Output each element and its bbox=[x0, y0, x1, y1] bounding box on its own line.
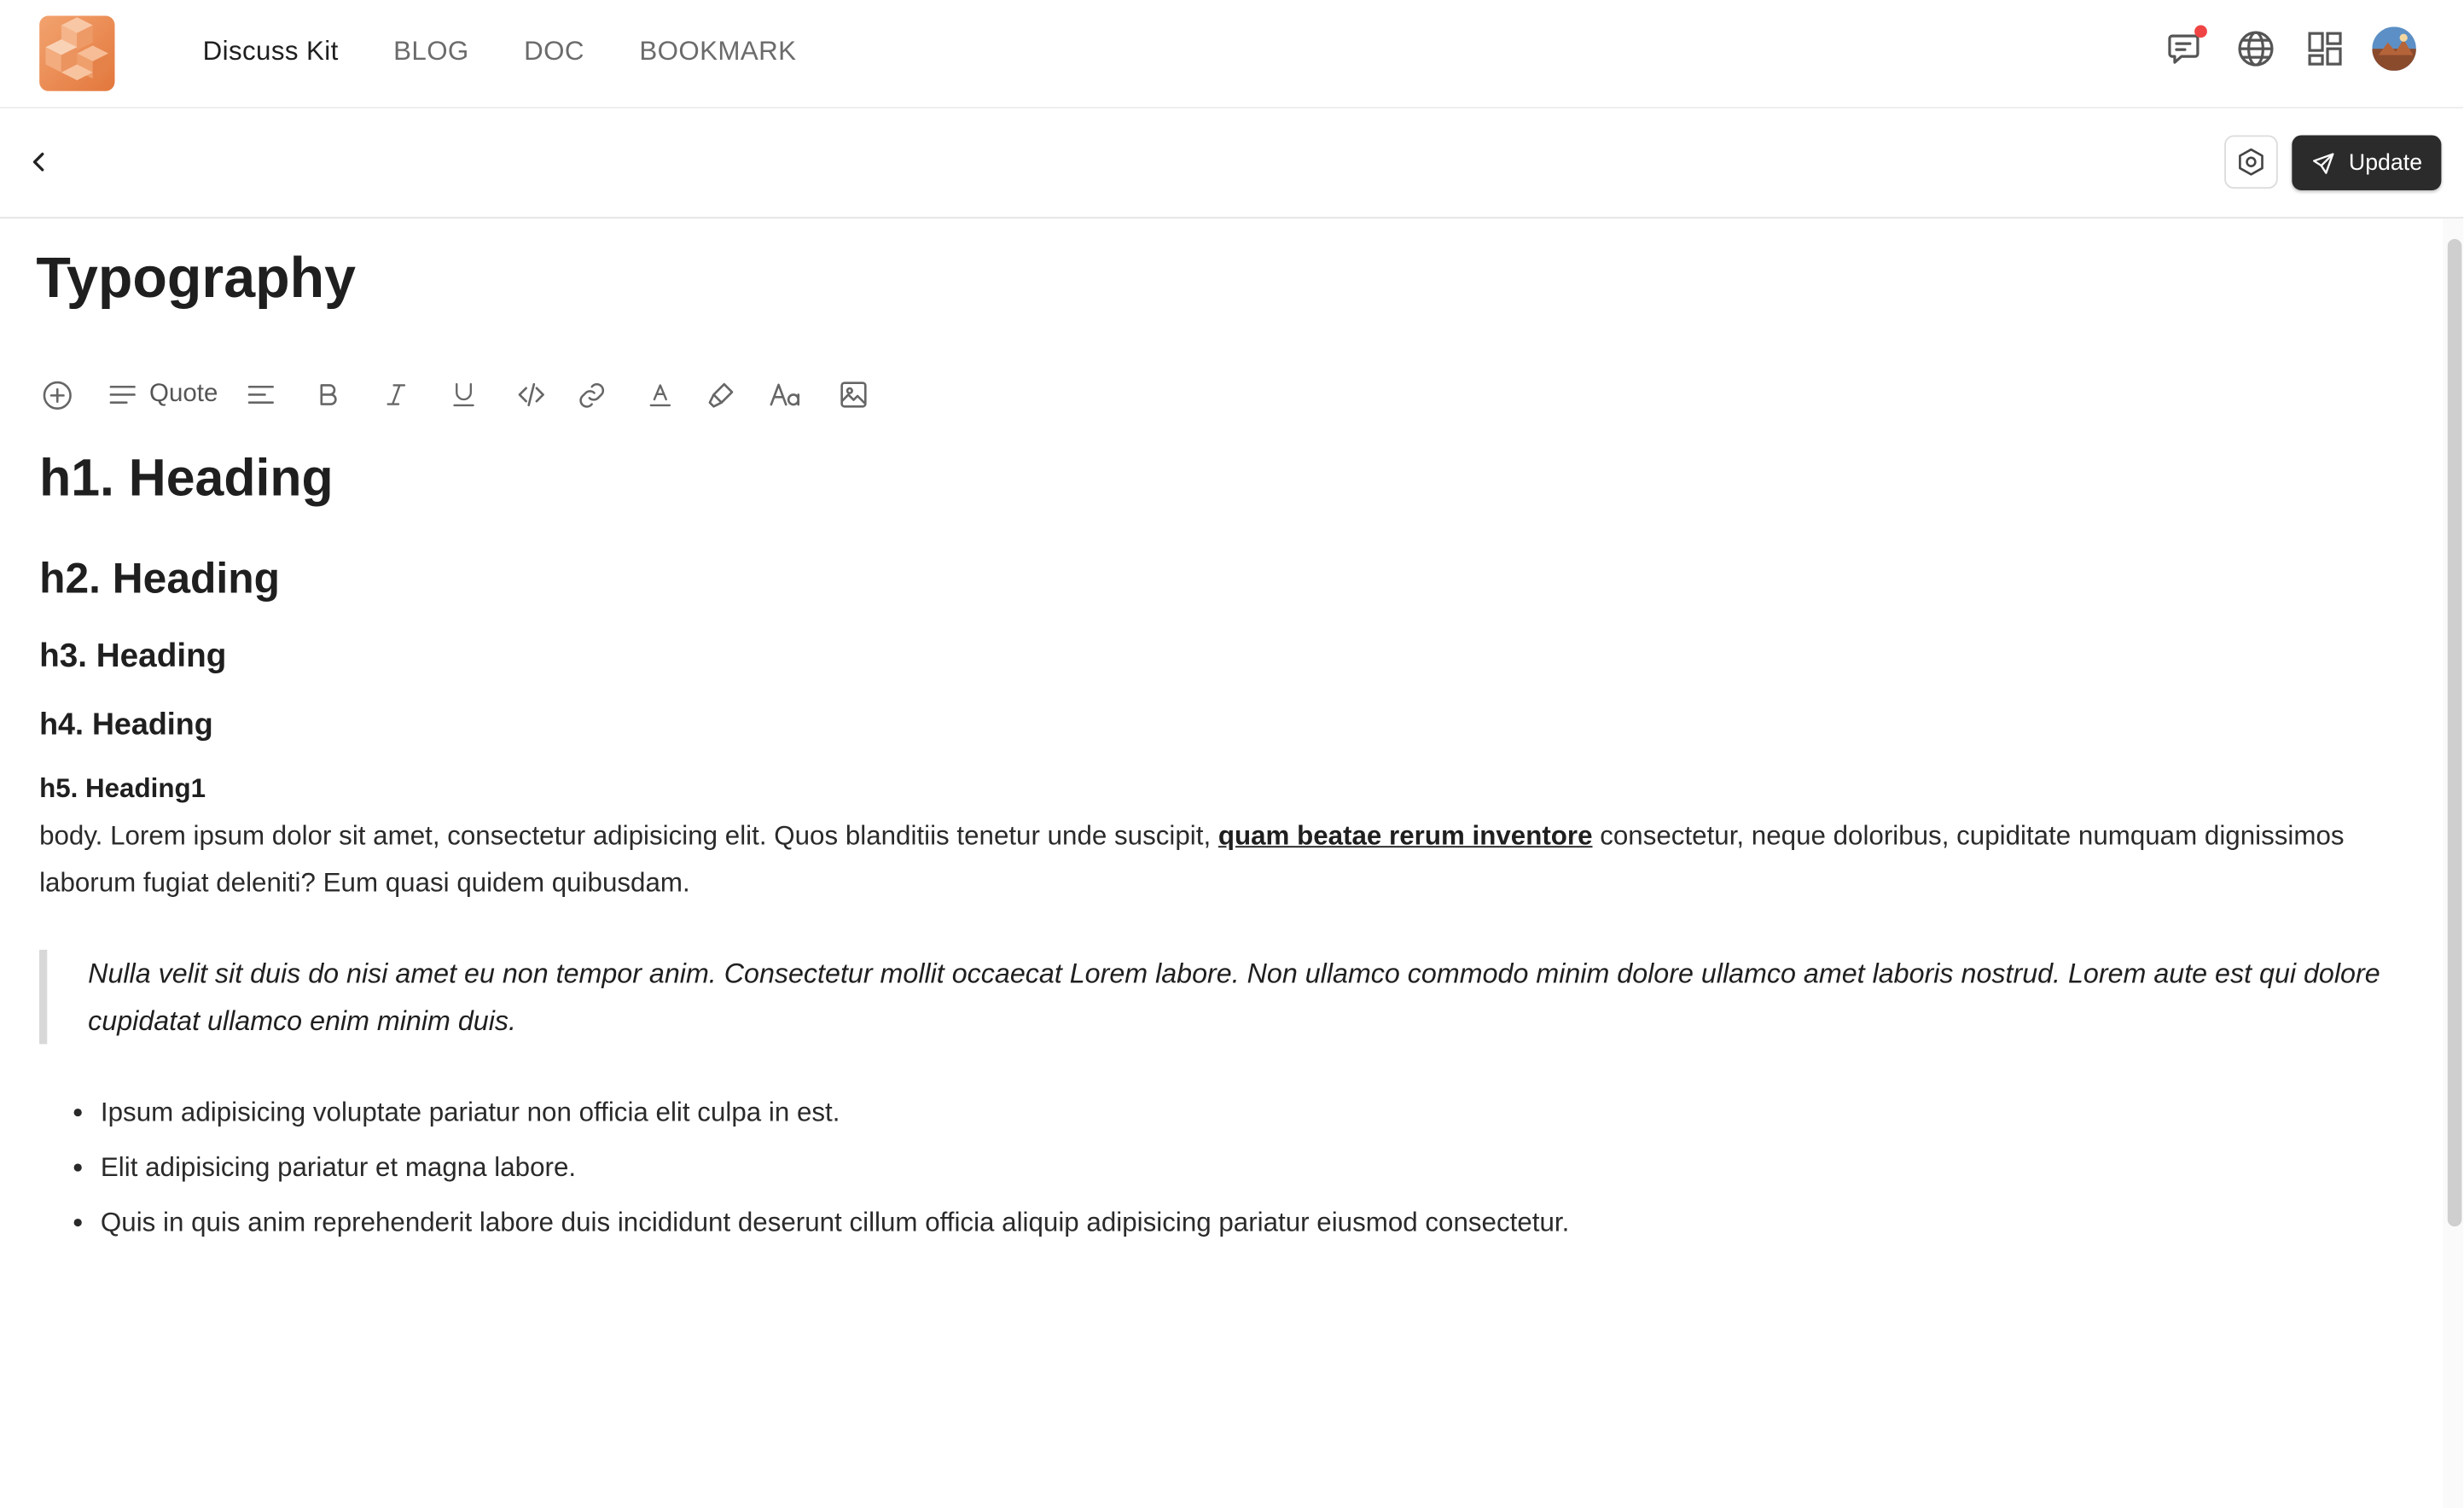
list-item[interactable]: • Elit adipisicing pariatur et magna labore. bbox=[101, 1140, 1569, 1195]
code-icon[interactable] bbox=[514, 377, 549, 412]
nav-bookmark[interactable]: BOOKMARK bbox=[639, 36, 797, 67]
body-text-start: body. Lorem ipsum dolor sit amet, consectetur adipisicing elit. Quos blanditiis tenetur unde suscipit, bbox=[39, 820, 1218, 851]
body-paragraph[interactable] bbox=[39, 813, 2413, 908]
page-title[interactable]: Typography bbox=[36, 245, 357, 310]
nav-blog[interactable]: BLOG bbox=[393, 36, 469, 67]
link-icon[interactable] bbox=[575, 377, 610, 412]
list-item[interactable]: • Ipsum adipisicing voluptate pariatur non officia elit culpa in est. bbox=[101, 1085, 1569, 1139]
highlight-icon[interactable] bbox=[704, 377, 739, 412]
underline-icon[interactable] bbox=[446, 377, 481, 412]
update-button[interactable] bbox=[2292, 135, 2441, 189]
italic-icon[interactable] bbox=[378, 377, 413, 412]
nav-doc[interactable]: DOC bbox=[524, 36, 584, 67]
bullet-list bbox=[39, 1085, 1569, 1249]
back-chevron-icon[interactable] bbox=[22, 145, 57, 180]
settings-button[interactable] bbox=[2224, 135, 2278, 189]
discuss-kit-logo[interactable] bbox=[39, 15, 114, 90]
avatar[interactable] bbox=[2372, 26, 2416, 71]
image-icon[interactable] bbox=[835, 377, 870, 412]
font-size-icon[interactable] bbox=[766, 377, 804, 412]
gear-icon bbox=[2235, 146, 2267, 178]
text-color-icon[interactable] bbox=[642, 377, 677, 412]
add-block-icon[interactable] bbox=[39, 377, 74, 412]
update-label: Update bbox=[2348, 149, 2423, 176]
body-text-end: consectetur, neque doloribus, cupiditate numquam dignissimos laborum fugiat deleniti? Eum quasi quidem quibusdam. bbox=[39, 820, 2345, 899]
nav-discuss-kit[interactable]: Discuss Kit bbox=[202, 36, 339, 67]
bold-icon[interactable] bbox=[311, 377, 346, 412]
editor-toolbar-bar bbox=[0, 108, 2463, 218]
heading-4[interactable]: h4. Heading bbox=[39, 707, 213, 742]
blockquote[interactable]: Nulla velit sit duis do nisi amet eu non tempor anim. Consectetur mollit occaecat Lorem labore. Non ullamco commodo minim dolore ullamco amet laboris nostrud. Lorem aute est qui dolore cupidatat ullamco enim minim duis. bbox=[39, 950, 2405, 1045]
paragraph-icon[interactable] bbox=[105, 377, 140, 412]
header-actions bbox=[2165, 26, 2416, 71]
body-link[interactable]: quam beatae rerum inventore bbox=[1217, 820, 1593, 851]
heading-3[interactable]: h3. Heading bbox=[39, 638, 227, 675]
chat-icon[interactable] bbox=[2165, 26, 2209, 71]
main-nav bbox=[203, 35, 797, 70]
heading-1[interactable]: h1. Heading bbox=[39, 448, 334, 507]
apps-grid-icon[interactable] bbox=[2303, 26, 2347, 71]
top-navbar bbox=[0, 0, 2463, 108]
send-icon bbox=[2311, 150, 2336, 175]
globe-icon[interactable] bbox=[2234, 26, 2278, 71]
block-type-label[interactable]: Quote bbox=[149, 380, 218, 408]
list-item[interactable]: • Quis in quis anim reprehenderit labore duis incididunt deserunt cillum officia aliquip adipisicing pariatur eiusmod consectetur. bbox=[101, 1195, 1569, 1249]
align-icon[interactable] bbox=[243, 377, 278, 412]
scrollbar-thumb[interactable] bbox=[2448, 239, 2462, 1226]
format-toolbar bbox=[39, 376, 870, 413]
heading-2[interactable]: h2. Heading bbox=[39, 555, 281, 603]
heading-5[interactable]: h5. Heading1 bbox=[39, 773, 206, 804]
notification-dot bbox=[2194, 25, 2207, 38]
